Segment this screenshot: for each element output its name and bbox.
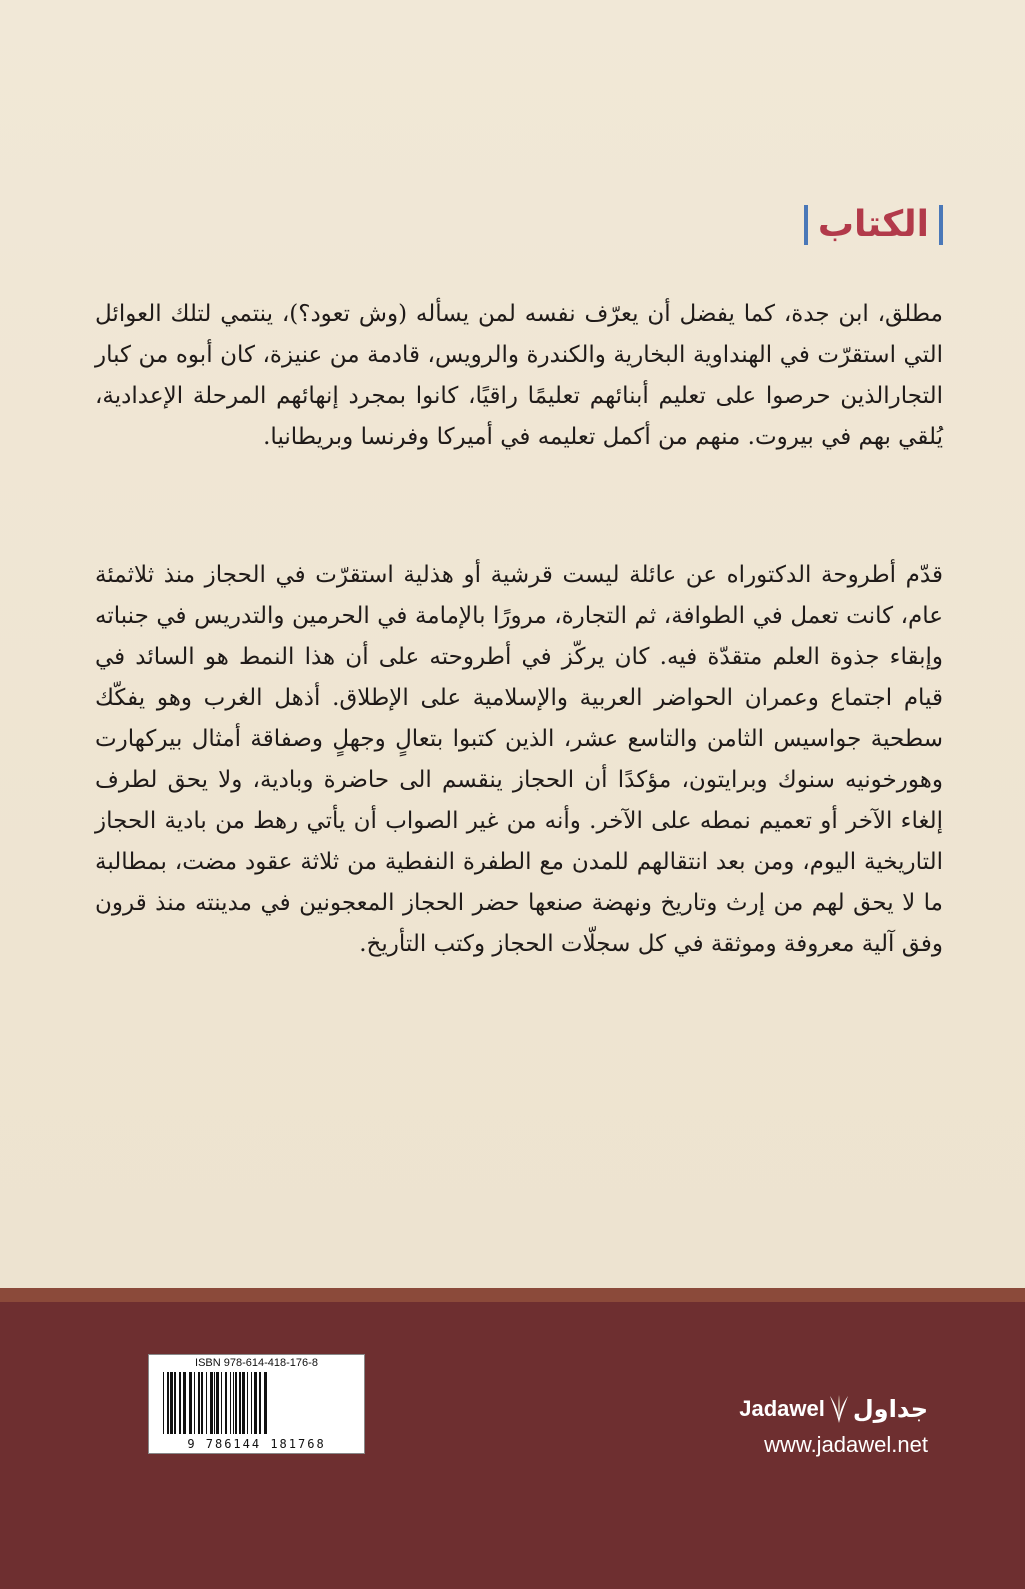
barcode-stripe — [259, 1372, 261, 1434]
barcode-stripe — [233, 1372, 234, 1434]
barcode-stripe — [163, 1372, 164, 1434]
barcode-stripe — [230, 1372, 231, 1434]
barcode-stripe — [239, 1372, 241, 1434]
isbn-barcode — [148, 1354, 365, 1454]
publisher-url: www.jadawel.net — [764, 1432, 928, 1457]
isbn-label: ISBN 978-614-418-176-8 — [195, 1357, 318, 1369]
footer-top-stripe — [0, 1288, 1025, 1302]
barcode-stripe — [198, 1372, 200, 1434]
publisher-logo — [688, 1392, 928, 1464]
barcode-stripe — [251, 1372, 252, 1434]
barcode-stripe — [225, 1372, 227, 1434]
barcode-bars — [163, 1372, 353, 1434]
barcode-stripe — [214, 1372, 215, 1434]
blurb-paragraph-1 — [95, 294, 943, 458]
heading-accent-bar-left — [804, 205, 808, 245]
blurb-paragraph-2 — [95, 555, 943, 965]
heading-accent-bar-right — [939, 205, 943, 245]
barcode-stripe — [174, 1372, 176, 1434]
barcode-stripe — [179, 1372, 181, 1434]
paragraph-text: مطلق، ابن جدة، كما يفضل أن يعرّف نفسه لمن يسأله (وش تعود؟)، ينتمي لتلك العوائل التي استقرّت في الهنداوية البخارية والكندرة والرويس، قادمة من عنيزة، كان أبوه من كبار التجارالذين حرصوا على تعليم أبنائهم تعليمًا راقيًا، كانوا بمجرد إنهائهم المرحلة الإعدادية، يُلقي بهم في بيروت. منهم من أكمل تعليمه في أميركا وفرنسا وبريطانيا. — [95, 301, 943, 450]
publisher-logo-row — [739, 1392, 928, 1426]
barcode-stripe — [235, 1372, 237, 1434]
paragraph-text: قدّم أطروحة الدكتوراه عن عائلة ليست قرشية أو هذلية استقرّت في الحجاز منذ ثلاثمئة عام، كانت تعمل في الطوافة، ثم التجارة، مرورًا بالإمامة في الحرمين والتدريس في جنباته وإبقاء جذوة العلم متقدّة فيه. كان يركّز في أطروحته على أن هذا النمط هو السائد في قيام اجتماع وعمران الحواضر العربية والإسلامية على الإطلاق. أذهل الغرب وهو يفكّك سطحية جواسيس الثامن والتاسع عشر، الذين كتبوا بتعالٍ وجهلٍ وصفاقة أمثال بيركهارت وهورخونيه سنوك وبرايتون، مؤكدًا أن الحجاز ينقسم الى حاضرة وبادية، ولا يحق لطرف إلغاء الآخر أو تعميم نمطه على الآخر. وأنه من غير الصواب أن يأتي رهط من بادية الحجاز التاريخية اليوم، ومن بعد انتقالهم للمدن مع الطفرة النفطية من ثلاثة عقود مضت، بمطالبة ما لا يحق لهم من إرث وتاريخ ونهضة صنعها حضر الحجاز المعجونين في مدينته منذ قرون وفق آلية معروفة وموثقة في كل سجلّات الحجاز وكتب التأريخ. — [95, 562, 943, 957]
barcode-stripe — [254, 1372, 257, 1434]
barcode-stripe — [183, 1372, 186, 1434]
publisher-name-arabic: جداول — [852, 1395, 928, 1423]
barcode-stripe — [189, 1372, 192, 1434]
isbn-digits: 9 786144 181768 — [187, 1437, 326, 1451]
barcode-stripe — [206, 1372, 207, 1434]
barcode-stripe — [216, 1372, 219, 1434]
barcode-stripe — [167, 1372, 169, 1434]
heading-title: الكتاب — [817, 204, 929, 245]
barcode-stripe — [170, 1372, 173, 1434]
barcode-stripe — [242, 1372, 245, 1434]
barcode-stripe — [247, 1372, 248, 1434]
barcode-stripe — [194, 1372, 195, 1434]
barcode-stripe — [221, 1372, 222, 1434]
publisher-mark-icon — [829, 1394, 849, 1424]
publisher-name-latin: Jadawel — [739, 1396, 825, 1421]
barcode-stripe — [264, 1372, 267, 1434]
section-heading — [804, 205, 943, 245]
barcode-stripe — [201, 1372, 203, 1434]
barcode-stripe — [210, 1372, 213, 1434]
